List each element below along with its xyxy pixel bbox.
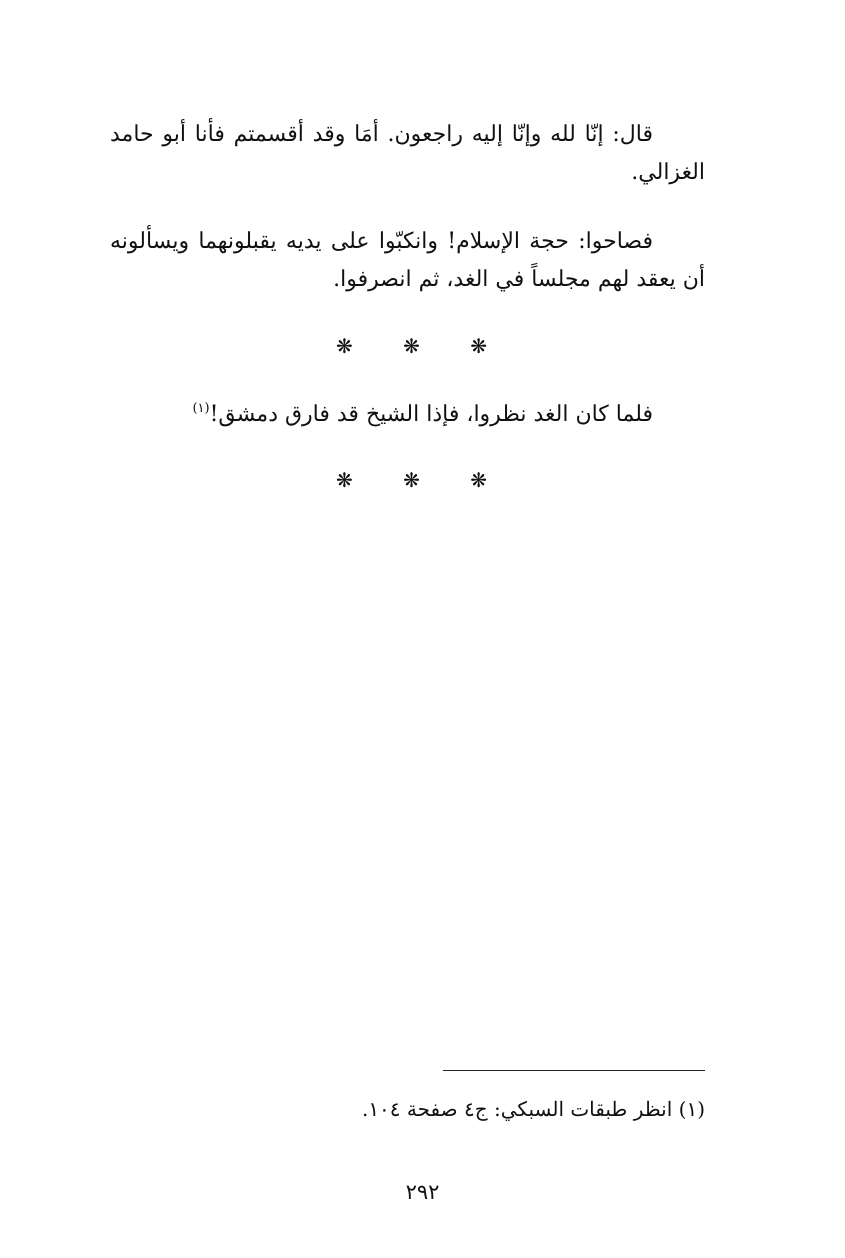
- footnote-rule: [443, 1070, 705, 1071]
- footnote-reference[interactable]: (١): [192, 401, 210, 416]
- paragraph-1: قال: إنّا لله وإنّا إليه راجعون. أمَا وقد أقسمتم فأنا أبو حامد الغزالي.: [110, 122, 705, 185]
- section-separator-2: ❋ ❋ ❋: [336, 468, 509, 492]
- paragraph-3: [110, 396, 705, 434]
- footnote-text: (١) انظر طبقات السبكي: ج٤ صفحة ١٠٤.: [361, 1097, 705, 1121]
- paragraph-2: فصاحوا: حجة الإسلام! وانكبّوا على يديه يقبلونهما ويسألونه أن يعقد لهم مجلساً في الغد، ثم انصرفوا.: [110, 229, 705, 292]
- paragraph-3-text: فلما كان الغد نظروا، فإذا الشيخ قد فارق دمشق!: [209, 402, 653, 427]
- section-separator-1: ❋ ❋ ❋: [336, 334, 509, 358]
- page-number: ٢٩٢: [405, 1180, 440, 1204]
